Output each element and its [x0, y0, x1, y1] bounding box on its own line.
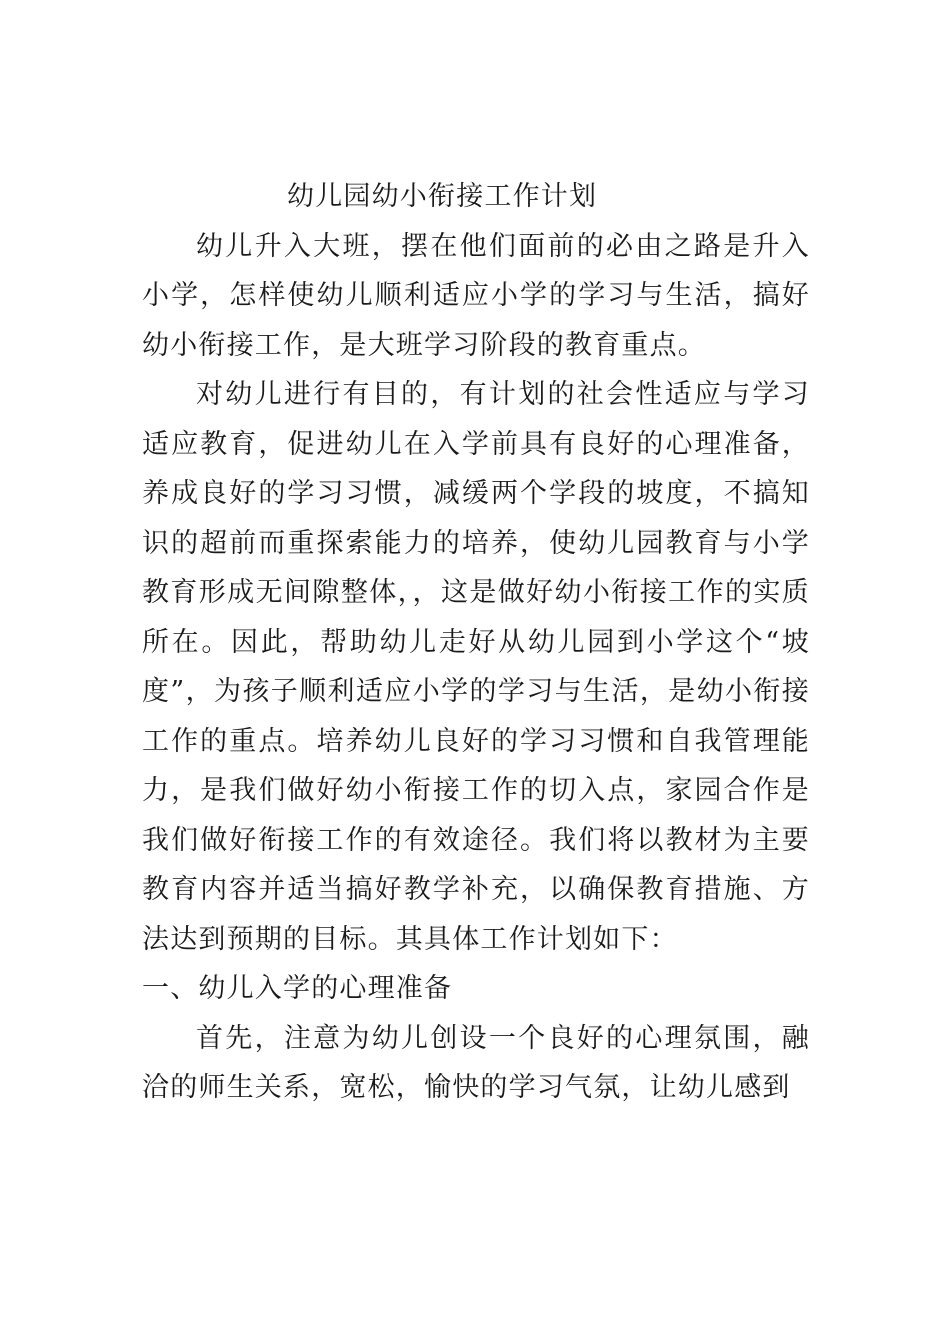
plan-paragraph: 对幼儿进行有目的，有计划的社会性适应与学习适应教育，促进幼儿在入学前具有良好的心理准备，养成良好的学习习惯，减缓两个学段的坡度，不搞知识的超前而重探索能力的培养，使幼儿园教育与小学教育形成无间隙整体，，这是做好幼小衔接工作的实质所在。因此，帮助幼儿走好从幼儿园到小学这个“坡度”，为孩子顺利适应小学的学习与生活，是幼小衔接工作的重点。培养幼儿良好的学习习惯和自我管理能力，是我们做好幼小衔接工作的切入点，家园合作是我们做好衔接工作的有效途径。我们将以教材为主要教育内容并适当搞好教学补充，以确保教育措施、方法达到预期的目标。其具体工作计划如下： [142, 379, 810, 955]
intro-paragraph: 幼儿升入大班，摆在他们面前的必由之路是升入小学，怎样使幼儿顺利适应小学的学习与生活，搞好幼小衔接工作，是大班学习阶段的教育重点。 [142, 230, 810, 361]
document-title: 幼儿园幼小衔接工作计划 [287, 181, 598, 212]
section-paragraph: 首先，注意为幼儿创设一个良好的心理氛围，融洽的师生关系，宽松，愉快的学习气氛，让幼儿感到 [142, 1022, 810, 1103]
document-body [142, 172, 810, 1113]
section-heading: 一、幼儿入学的心理准备 [142, 973, 453, 1004]
